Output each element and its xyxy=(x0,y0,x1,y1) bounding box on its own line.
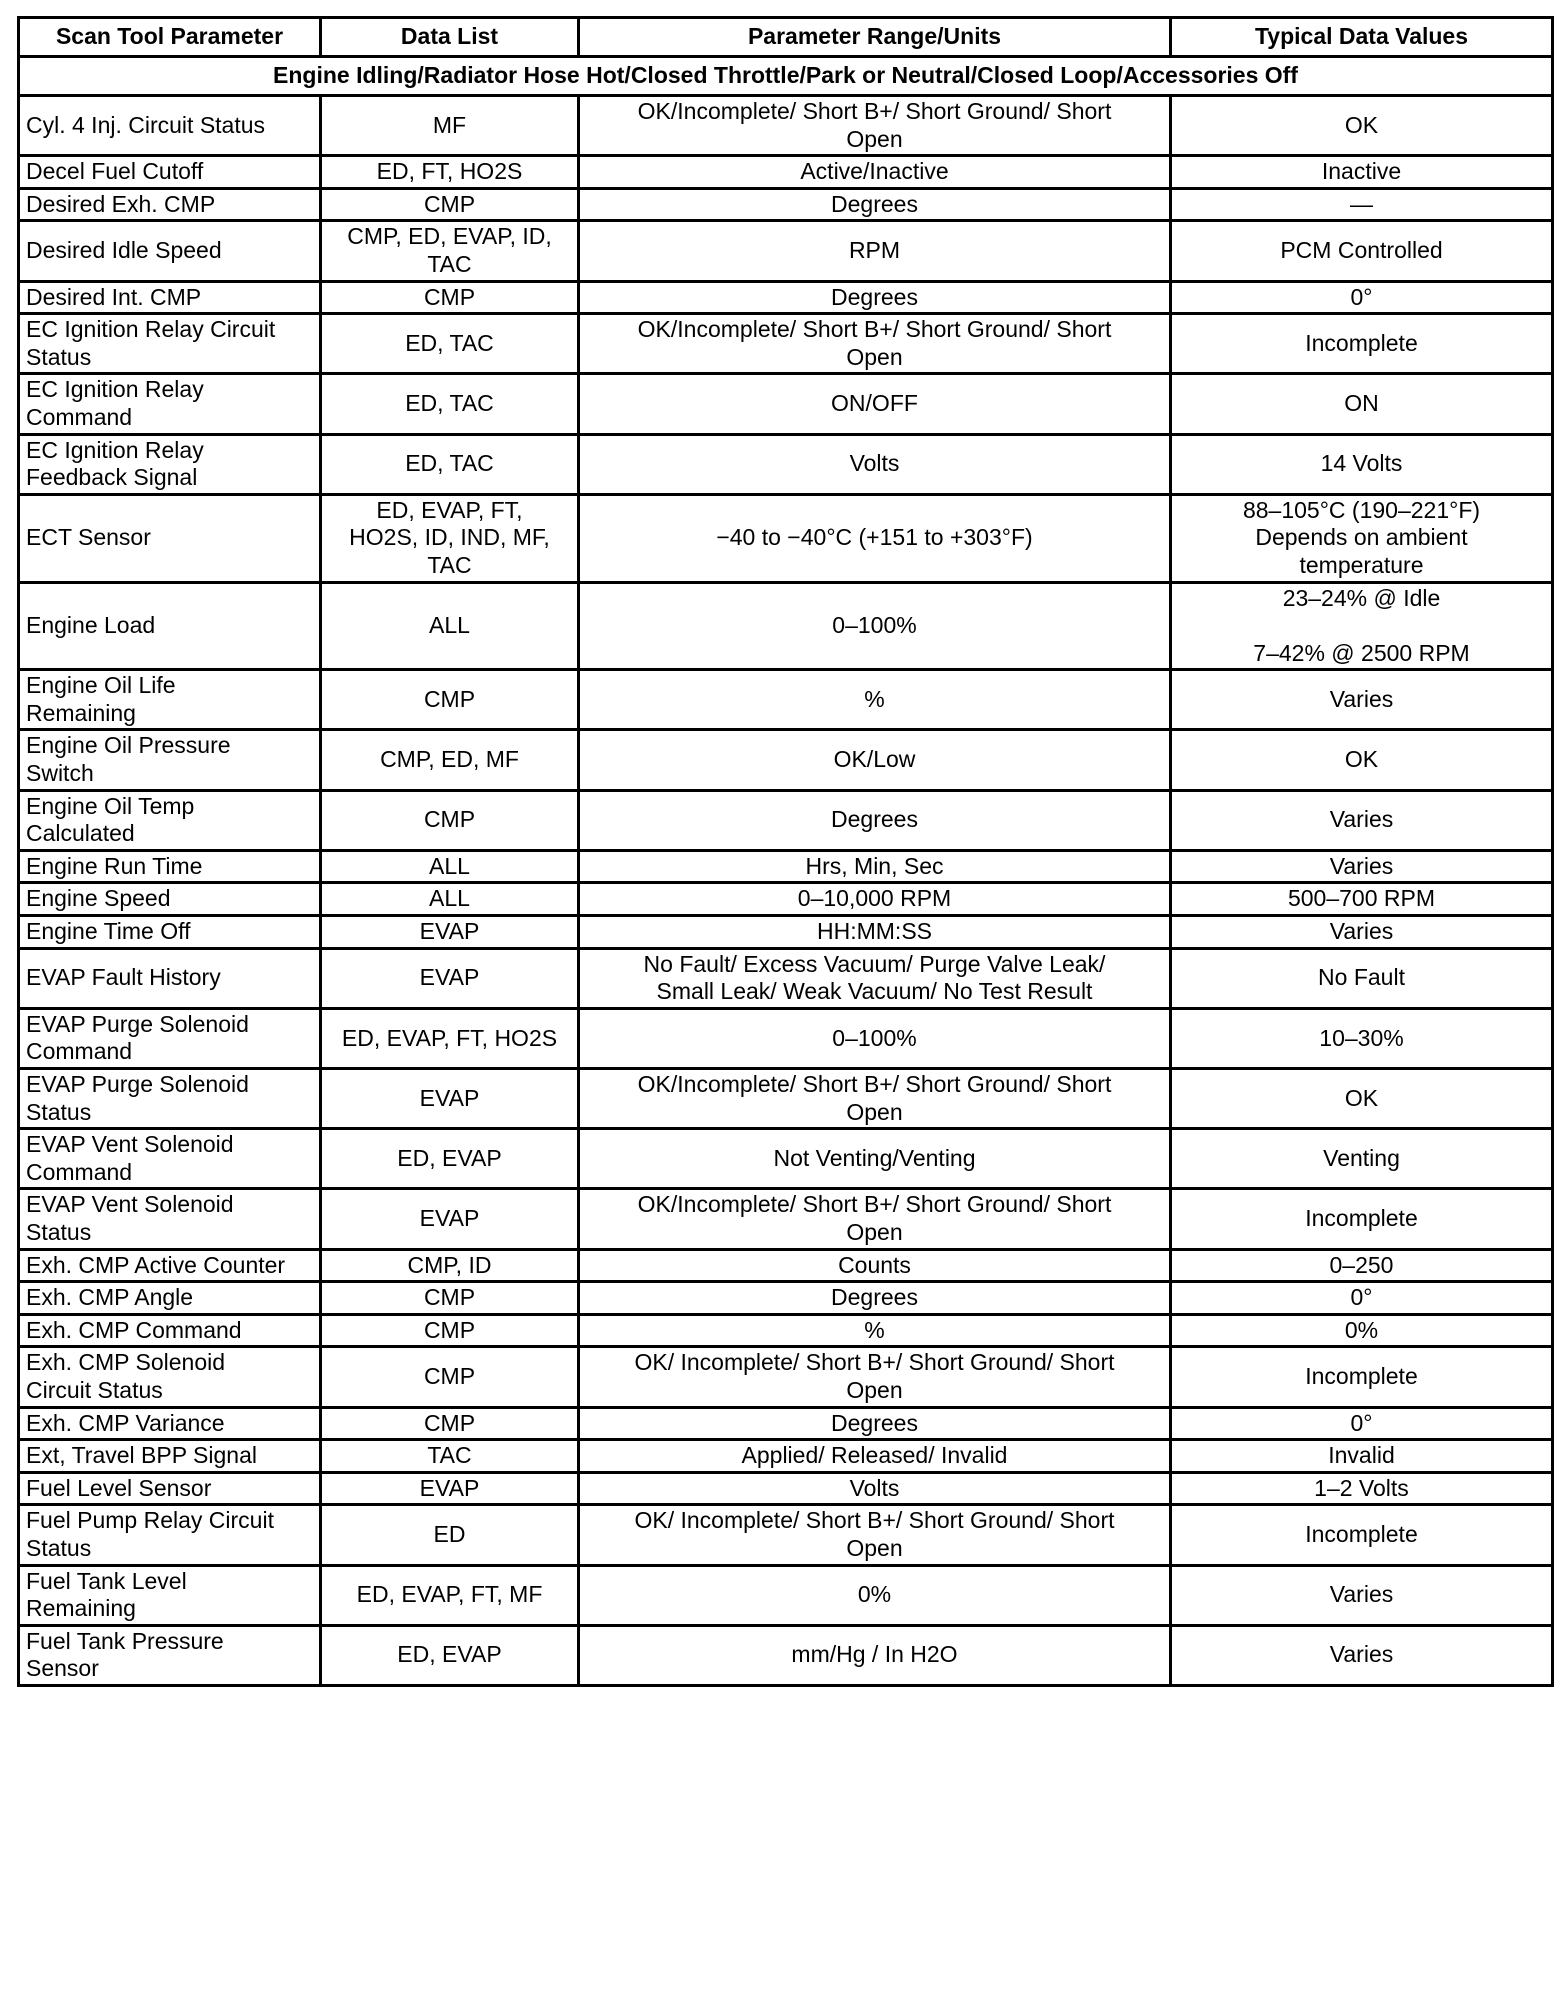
range-units-cell: 0–100% xyxy=(579,1008,1171,1068)
typical-value-cell: 0–250 xyxy=(1171,1249,1553,1282)
range-units-cell: Volts xyxy=(579,434,1171,494)
table-row xyxy=(19,790,1553,850)
scan-tool-data-table xyxy=(17,16,1554,1687)
parameter-cell: EVAP Purge Solenoid Command xyxy=(19,1008,321,1068)
parameter-cell: Exh. CMP Variance xyxy=(19,1407,321,1440)
range-units-cell: OK/Incomplete/ Short B+/ Short Ground/ Short Open xyxy=(579,1189,1171,1249)
table-row xyxy=(19,1008,1553,1068)
parameter-cell: Cyl. 4 Inj. Circuit Status xyxy=(19,96,321,156)
table-row xyxy=(19,1407,1553,1440)
parameter-cell: EC Ignition Relay Feedback Signal xyxy=(19,434,321,494)
range-units-cell: HH:MM:SS xyxy=(579,916,1171,949)
data-list-cell: ED, EVAP, FT, HO2S xyxy=(321,1008,579,1068)
range-units-cell: Degrees xyxy=(579,1407,1171,1440)
parameter-cell: EVAP Purge Solenoid Status xyxy=(19,1069,321,1129)
range-units-cell: Active/Inactive xyxy=(579,156,1171,189)
data-list-cell: CMP, ED, MF xyxy=(321,730,579,790)
range-units-cell: RPM xyxy=(579,221,1171,281)
range-units-cell: OK/ Incomplete/ Short B+/ Short Ground/ Short Open xyxy=(579,1347,1171,1407)
typical-value-cell: Incomplete xyxy=(1171,1505,1553,1565)
parameter-cell: Exh. CMP Angle xyxy=(19,1282,321,1315)
parameter-cell: Fuel Level Sensor xyxy=(19,1472,321,1505)
parameter-cell: Exh. CMP Command xyxy=(19,1314,321,1347)
range-units-cell: OK/Incomplete/ Short B+/ Short Ground/ Short Open xyxy=(579,314,1171,374)
typical-value-cell: 88–105°C (190–221°F) Depends on ambient temperature xyxy=(1171,494,1553,582)
table-row xyxy=(19,582,1553,670)
range-units-cell: % xyxy=(579,670,1171,730)
data-list-cell: CMP, ID xyxy=(321,1249,579,1282)
parameter-cell: EVAP Vent Solenoid Command xyxy=(19,1129,321,1189)
data-list-cell: ALL xyxy=(321,850,579,883)
table-row xyxy=(19,434,1553,494)
data-list-cell: EVAP xyxy=(321,948,579,1008)
data-list-cell: ED xyxy=(321,1505,579,1565)
parameter-cell: Engine Speed xyxy=(19,883,321,916)
header-scan-tool-parameter: Scan Tool Parameter xyxy=(19,18,321,57)
parameter-cell: Exh. CMP Active Counter xyxy=(19,1249,321,1282)
data-list-cell: CMP xyxy=(321,790,579,850)
data-list-cell: ED, EVAP, FT, MF xyxy=(321,1565,579,1625)
range-units-cell: 0% xyxy=(579,1565,1171,1625)
table-row xyxy=(19,1314,1553,1347)
parameter-cell: Engine Oil Life Remaining xyxy=(19,670,321,730)
typical-value-cell: Varies xyxy=(1171,916,1553,949)
table-row xyxy=(19,1282,1553,1315)
typical-value-cell: 23–24% @ Idle 7–42% @ 2500 RPM xyxy=(1171,582,1553,670)
data-list-cell: CMP xyxy=(321,1314,579,1347)
range-units-cell: OK/Low xyxy=(579,730,1171,790)
condition-row xyxy=(19,57,1553,96)
typical-value-cell: 14 Volts xyxy=(1171,434,1553,494)
parameter-cell: Exh. CMP Solenoid Circuit Status xyxy=(19,1347,321,1407)
table-row xyxy=(19,374,1553,434)
parameter-cell: Decel Fuel Cutoff xyxy=(19,156,321,189)
data-list-cell: CMP xyxy=(321,1347,579,1407)
parameter-cell: Engine Oil Pressure Switch xyxy=(19,730,321,790)
typical-value-cell: ON xyxy=(1171,374,1553,434)
data-list-cell: EVAP xyxy=(321,1069,579,1129)
table-row xyxy=(19,156,1553,189)
table-row xyxy=(19,1189,1553,1249)
data-list-cell: CMP xyxy=(321,670,579,730)
data-list-cell: CMP xyxy=(321,281,579,314)
parameter-cell: EVAP Vent Solenoid Status xyxy=(19,1189,321,1249)
parameter-cell: Fuel Pump Relay Circuit Status xyxy=(19,1505,321,1565)
parameter-cell: Ext, Travel BPP Signal xyxy=(19,1440,321,1473)
parameter-cell: EVAP Fault History xyxy=(19,948,321,1008)
table-row xyxy=(19,1625,1553,1685)
range-units-cell: OK/ Incomplete/ Short B+/ Short Ground/ Short Open xyxy=(579,1505,1171,1565)
range-units-cell: 0–100% xyxy=(579,582,1171,670)
table-row xyxy=(19,1505,1553,1565)
data-list-cell: EVAP xyxy=(321,1189,579,1249)
typical-value-cell: 1–2 Volts xyxy=(1171,1472,1553,1505)
data-list-cell: MF xyxy=(321,96,579,156)
header-data-list: Data List xyxy=(321,18,579,57)
parameter-cell: Desired Idle Speed xyxy=(19,221,321,281)
range-units-cell: Degrees xyxy=(579,790,1171,850)
typical-value-cell: Venting xyxy=(1171,1129,1553,1189)
range-units-cell: OK/Incomplete/ Short B+/ Short Ground/ Short Open xyxy=(579,1069,1171,1129)
table-row xyxy=(19,1472,1553,1505)
typical-value-cell: Varies xyxy=(1171,1625,1553,1685)
typical-value-cell: Inactive xyxy=(1171,156,1553,189)
parameter-cell: ECT Sensor xyxy=(19,494,321,582)
table-row xyxy=(19,1069,1553,1129)
test-condition-banner: Engine Idling/Radiator Hose Hot/Closed Throttle/Park or Neutral/Closed Loop/Accessories Off xyxy=(19,57,1553,96)
range-units-cell: No Fault/ Excess Vacuum/ Purge Valve Leak/ Small Leak/ Weak Vacuum/ No Test Result xyxy=(579,948,1171,1008)
parameter-cell: Fuel Tank Level Remaining xyxy=(19,1565,321,1625)
data-list-cell: CMP, ED, EVAP, ID, TAC xyxy=(321,221,579,281)
typical-value-cell: OK xyxy=(1171,730,1553,790)
range-units-cell: ON/OFF xyxy=(579,374,1171,434)
typical-value-cell: 10–30% xyxy=(1171,1008,1553,1068)
typical-value-cell: PCM Controlled xyxy=(1171,221,1553,281)
range-units-cell: 0–10,000 RPM xyxy=(579,883,1171,916)
data-list-cell: ALL xyxy=(321,883,579,916)
data-list-cell: EVAP xyxy=(321,916,579,949)
table-row xyxy=(19,188,1553,221)
table-row xyxy=(19,1347,1553,1407)
typical-value-cell: 0° xyxy=(1171,1407,1553,1440)
parameter-cell: Engine Load xyxy=(19,582,321,670)
parameter-cell: Engine Run Time xyxy=(19,850,321,883)
range-units-cell: mm/Hg / In H2O xyxy=(579,1625,1171,1685)
data-list-cell: CMP xyxy=(321,1407,579,1440)
typical-value-cell: OK xyxy=(1171,1069,1553,1129)
table-row xyxy=(19,916,1553,949)
range-units-cell: Degrees xyxy=(579,281,1171,314)
parameter-cell: Fuel Tank Pressure Sensor xyxy=(19,1625,321,1685)
range-units-cell: Hrs, Min, Sec xyxy=(579,850,1171,883)
table-row xyxy=(19,1129,1553,1189)
typical-value-cell: Varies xyxy=(1171,1565,1553,1625)
typical-value-cell: 0% xyxy=(1171,1314,1553,1347)
table-row xyxy=(19,850,1553,883)
typical-value-cell: Varies xyxy=(1171,790,1553,850)
parameter-cell: Engine Time Off xyxy=(19,916,321,949)
table-row xyxy=(19,670,1553,730)
data-list-cell: CMP xyxy=(321,188,579,221)
table-row xyxy=(19,948,1553,1008)
data-list-cell: ED, EVAP xyxy=(321,1129,579,1189)
typical-value-cell: Varies xyxy=(1171,670,1553,730)
data-list-cell: ED, TAC xyxy=(321,434,579,494)
range-units-cell: −40 to −40°C (+151 to +303°F) xyxy=(579,494,1171,582)
parameter-cell: Desired Int. CMP xyxy=(19,281,321,314)
table-row xyxy=(19,494,1553,582)
typical-value-cell: — xyxy=(1171,188,1553,221)
parameter-cell: Desired Exh. CMP xyxy=(19,188,321,221)
table-row xyxy=(19,96,1553,156)
data-list-cell: ED, FT, HO2S xyxy=(321,156,579,189)
table-row xyxy=(19,1565,1553,1625)
data-list-cell: ED, TAC xyxy=(321,314,579,374)
table-row xyxy=(19,281,1553,314)
typical-value-cell: 0° xyxy=(1171,1282,1553,1315)
parameter-cell: EC Ignition Relay Command xyxy=(19,374,321,434)
table-row xyxy=(19,1440,1553,1473)
typical-value-cell: Varies xyxy=(1171,850,1553,883)
data-list-cell: CMP xyxy=(321,1282,579,1315)
range-units-cell: Counts xyxy=(579,1249,1171,1282)
parameter-cell: Engine Oil Temp Calculated xyxy=(19,790,321,850)
header-parameter-range-units: Parameter Range/Units xyxy=(579,18,1171,57)
typical-value-cell: Invalid xyxy=(1171,1440,1553,1473)
typical-value-cell: 0° xyxy=(1171,281,1553,314)
table-row xyxy=(19,730,1553,790)
data-list-cell: ED, EVAP, FT, HO2S, ID, IND, MF, TAC xyxy=(321,494,579,582)
typical-value-cell: 500–700 RPM xyxy=(1171,883,1553,916)
data-list-cell: EVAP xyxy=(321,1472,579,1505)
typical-value-cell: No Fault xyxy=(1171,948,1553,1008)
range-units-cell: % xyxy=(579,1314,1171,1347)
range-units-cell: Not Venting/Venting xyxy=(579,1129,1171,1189)
range-units-cell: Applied/ Released/ Invalid xyxy=(579,1440,1171,1473)
parameter-cell: EC Ignition Relay Circuit Status xyxy=(19,314,321,374)
typical-value-cell: Incomplete xyxy=(1171,1189,1553,1249)
data-list-cell: ED, EVAP xyxy=(321,1625,579,1685)
data-list-cell: TAC xyxy=(321,1440,579,1473)
table-row xyxy=(19,1249,1553,1282)
header-row xyxy=(19,18,1553,57)
typical-value-cell: Incomplete xyxy=(1171,314,1553,374)
range-units-cell: OK/Incomplete/ Short B+/ Short Ground/ Short Open xyxy=(579,96,1171,156)
range-units-cell: Degrees xyxy=(579,188,1171,221)
typical-value-cell: Incomplete xyxy=(1171,1347,1553,1407)
data-list-cell: ALL xyxy=(321,582,579,670)
table-row xyxy=(19,221,1553,281)
table-row xyxy=(19,314,1553,374)
typical-value-cell: OK xyxy=(1171,96,1553,156)
data-list-cell: ED, TAC xyxy=(321,374,579,434)
range-units-cell: Volts xyxy=(579,1472,1171,1505)
range-units-cell: Degrees xyxy=(579,1282,1171,1315)
table-row xyxy=(19,883,1553,916)
header-typical-data-values: Typical Data Values xyxy=(1171,18,1553,57)
